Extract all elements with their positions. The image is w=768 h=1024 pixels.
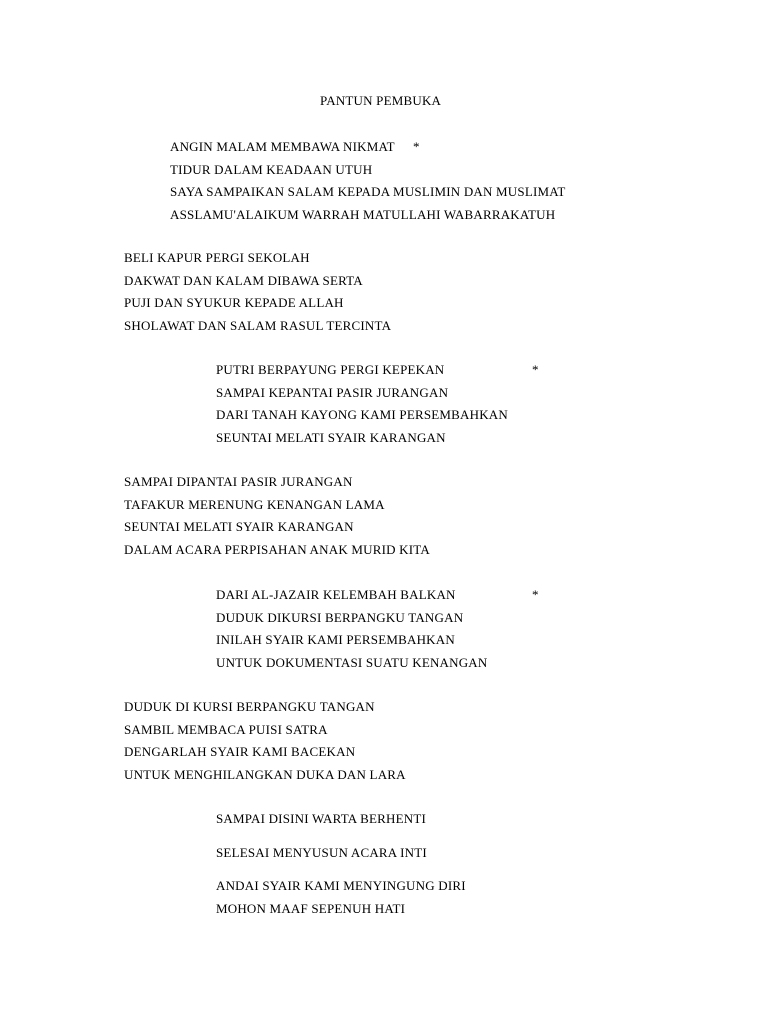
closing-couplet <box>216 878 466 923</box>
stanza-line: DENGARLAH SYAIR KAMI BACEKAN <box>124 744 356 759</box>
closing-line: SELESAI MENYUSUN ACARA INTI <box>216 845 427 860</box>
stanza-line <box>216 587 539 610</box>
asterisk-marker: * <box>413 139 420 154</box>
asterisk-marker: * <box>532 362 539 377</box>
stanza-line: ASSLAMU'ALAIKUM WARRAH MATULLAHI WABARRAKATUH <box>170 206 556 222</box>
document-title: PANTUN PEMBUKA <box>320 93 442 108</box>
closing-line: SAMPAI DISINI WARTA BERHENTI <box>216 811 426 826</box>
stanza-3 <box>216 362 539 452</box>
stanza-line: DUDUK DI KURSI BERPANGKU TANGAN <box>124 699 375 714</box>
stanza-line <box>216 362 539 385</box>
stanza-line: SAMBIL MEMBACA PUISI SATRA <box>124 721 328 737</box>
closing-line: MOHON MAAF SEPENUH HATI <box>216 900 406 916</box>
stanza-line: DAKWAT DAN KALAM DIBAWA SERTA <box>124 272 363 288</box>
stanza-line: BELI KAPUR PERGI SEKOLAH <box>124 250 310 265</box>
stanza-2 <box>124 250 391 340</box>
stanza-line: DALAM ACARA PERPISAHAN ANAK MURID KITA <box>124 541 430 557</box>
stanza-line: DUDUK DIKURSI BERPANGKU TANGAN <box>216 609 464 625</box>
stanza-line: PUJI DAN SYUKUR KEPADE ALLAH <box>124 295 344 310</box>
stanza-line <box>170 139 566 162</box>
stanza-line: TAFAKUR MERENUNG KENANGAN LAMA <box>124 496 385 512</box>
stanza-4 <box>124 474 430 564</box>
stanza-line: INILAH SYAIR KAMI PERSEMBAHKAN <box>216 632 455 647</box>
asterisk-marker: * <box>532 587 539 602</box>
stanza-line: UNTUK MENGHILANGKAN DUKA DAN LARA <box>124 766 406 782</box>
line-text: DARI AL-JAZAIR KELEMBAH BALKAN <box>216 587 456 602</box>
stanza-6 <box>124 699 406 789</box>
closing-line: ANDAI SYAIR KAMI MENYINGUNG DIRI <box>216 878 466 893</box>
stanza-5 <box>216 587 539 677</box>
stanza-line: SEUNTAI MELATI SYAIR KARANGAN <box>216 429 446 445</box>
stanza-line: SHOLAWAT DAN SALAM RASUL TERCINTA <box>124 317 392 333</box>
stanza-line: SEUNTAI MELATI SYAIR KARANGAN <box>124 519 354 534</box>
stanza-1 <box>170 139 566 229</box>
line-text: ANGIN MALAM MEMBAWA NIKMAT <box>170 139 395 154</box>
stanza-line: DARI TANAH KAYONG KAMI PERSEMBAHKAN <box>216 407 508 422</box>
stanza-line: TIDUR DALAM KEADAAN UTUH <box>170 161 373 177</box>
stanza-line: UNTUK DOKUMENTASI SUATU KENANGAN <box>216 654 488 670</box>
line-text: PUTRI BERPAYUNG PERGI KEPEKAN <box>216 362 445 377</box>
stanza-line: SAMPAI KEPANTAI PASIR JURANGAN <box>216 384 449 400</box>
stanza-line: SAYA SAMPAIKAN SALAM KEPADA MUSLIMIN DAN MUSLIMAT <box>170 184 566 199</box>
stanza-line: SAMPAI DIPANTAI PASIR JURANGAN <box>124 474 353 489</box>
